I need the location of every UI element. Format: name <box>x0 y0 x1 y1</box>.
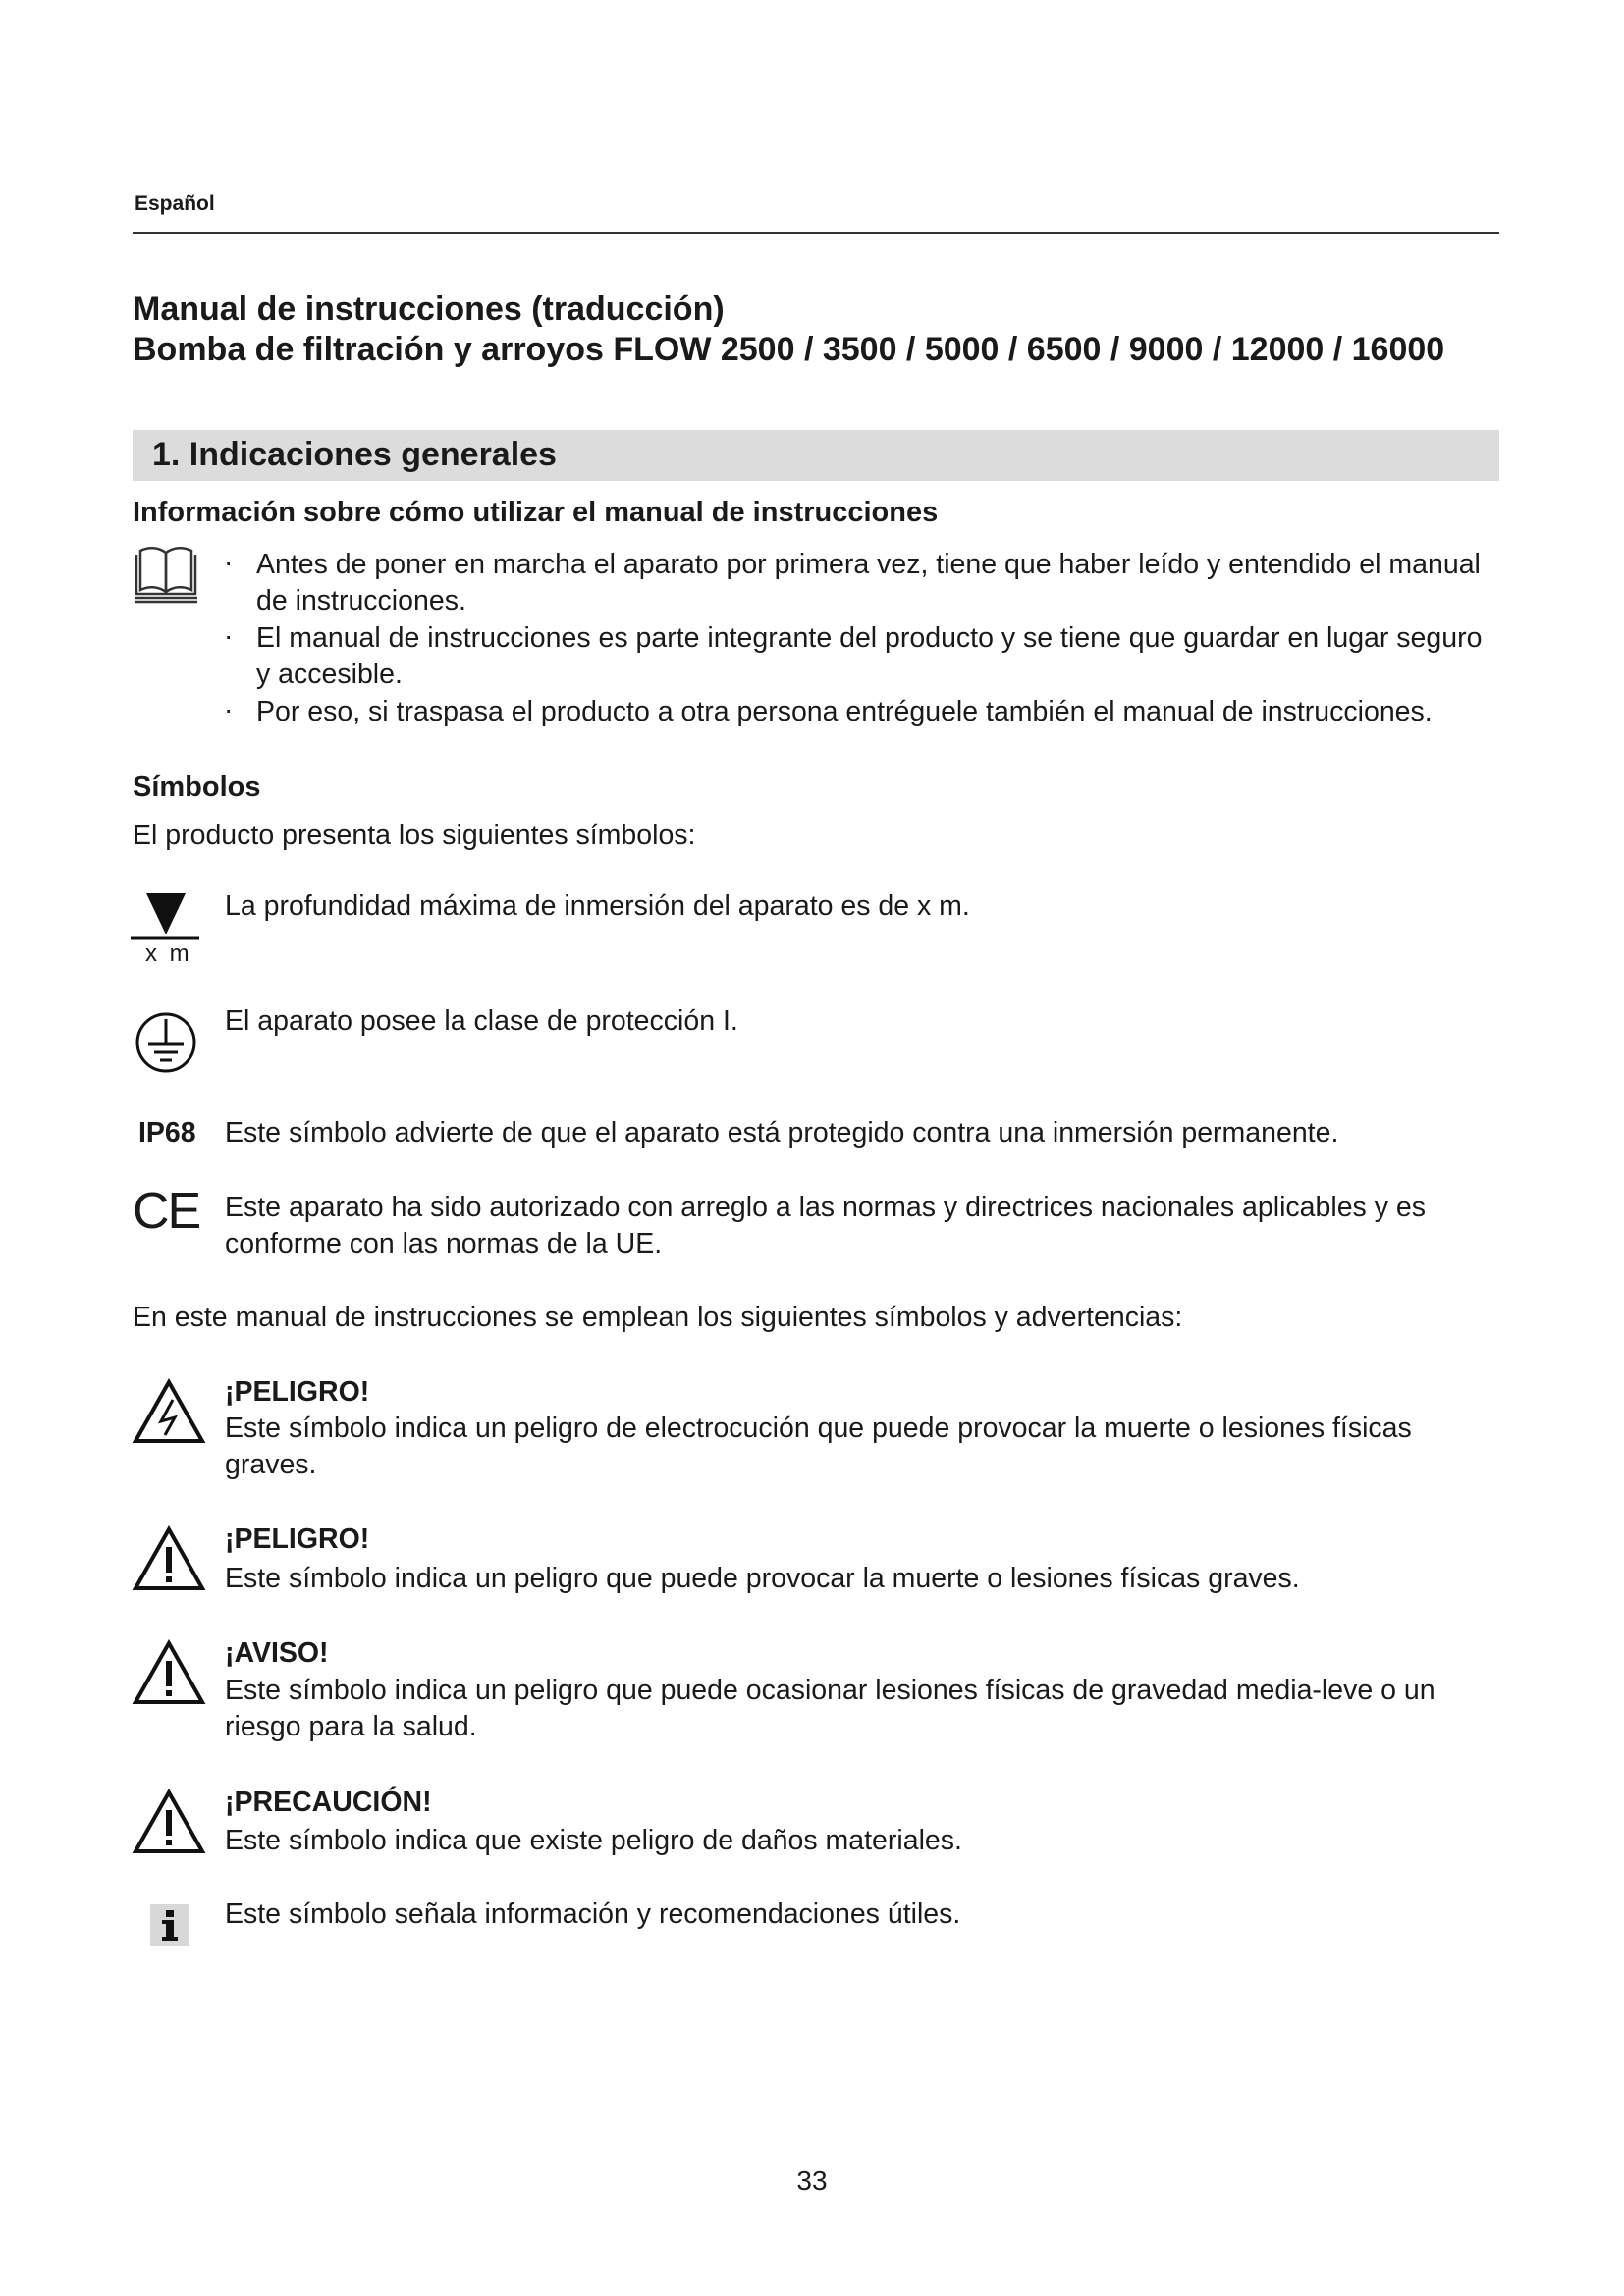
warning-text-line: graves. <box>225 1449 317 1480</box>
ce-mark-icon: CE <box>133 1183 200 1240</box>
list-item <box>256 547 1481 619</box>
warning-triangle-icon <box>132 1789 206 1855</box>
info-text: Este símbolo señala información y recomendaciones útiles. <box>225 1898 961 1930</box>
warning-title: ¡PELIGRO! <box>225 1376 370 1408</box>
warning-text <box>225 1673 1435 1745</box>
depth-label: x m <box>145 940 192 967</box>
warnings-intro: En este manual de instrucciones se emplean los siguientes símbolos y advertencias: <box>133 1302 1183 1333</box>
info-icon <box>150 1904 189 1946</box>
document-subtitle: Bomba de filtración y arroyos FLOW 2500 / 3500 / 5000 / 6500 / 9000 / 12000 / 16000 <box>133 331 1445 368</box>
warning-text: Este símbolo indica un peligro que puede provocar la muerte o lesiones físicas graves. <box>225 1563 1300 1594</box>
ce-text <box>225 1190 1426 1262</box>
warning-title: ¡PRECAUCIÓN! <box>225 1787 432 1818</box>
list-item <box>256 694 1433 730</box>
list-item-line: y accesible. <box>256 659 403 690</box>
info-glyph-icon <box>150 1904 189 1946</box>
ip-rating-label: IP68 <box>138 1117 196 1148</box>
warning-triangle-icon <box>132 1639 206 1706</box>
bullet-dot: · <box>224 620 234 651</box>
warning-text: Este símbolo indica que existe peligro de daños materiales. <box>225 1825 962 1856</box>
page-number: 33 <box>796 2165 828 2196</box>
ip-rating-text: Este símbolo advierte de que el aparato está protegido contra una inmersión permanente. <box>225 1117 1339 1148</box>
depth-icon <box>131 891 199 940</box>
symbols-heading: Símbolos <box>133 772 261 803</box>
list-item-line: El manual de instrucciones es parte integrante del producto y se tiene que guardar en lugar seguro <box>256 622 1483 654</box>
ce-text-line: Este aparato ha sido autorizado con arreglo a las normas y directrices nacionales aplicables y es <box>225 1192 1426 1223</box>
section-heading: 1. Indicaciones generales <box>152 436 557 473</box>
warning-text-line: riesgo para la salud. <box>225 1711 477 1742</box>
ground-text: El aparato posee la clase de protección I. <box>225 1005 738 1037</box>
language-label: Español <box>135 192 215 215</box>
book-icon <box>131 545 201 606</box>
depth-text: La profundidad máxima de inmersión del aparato es de x m. <box>225 890 970 922</box>
list-item-line: de instrucciones. <box>256 585 466 616</box>
ce-text-line: conforme con las normas de la UE. <box>225 1228 663 1259</box>
warning-title: ¡AVISO! <box>225 1637 329 1669</box>
warning-text-line: Este símbolo indica un peligro de electrocución que puede provocar la muerte o lesiones físicas <box>225 1413 1412 1444</box>
warning-text <box>225 1411 1412 1483</box>
electrical-hazard-icon <box>132 1378 206 1445</box>
list-item-line: Por eso, si traspasa el producto a otra persona entréguele también el manual de instrucciones. <box>256 696 1433 727</box>
document-title: Manual de instrucciones (traducción) <box>133 291 725 328</box>
list-item-line: Antes de poner en marcha el aparato por primera vez, tiene que haber leído y entendido el manual <box>256 549 1481 580</box>
warning-text-line: Este símbolo indica un peligro que puede ocasionar lesiones físicas de gravedad media-leve o un <box>225 1675 1435 1706</box>
header-rule <box>133 232 1499 234</box>
warning-triangle-icon <box>132 1525 206 1592</box>
symbols-intro: El producto presenta los siguientes símbolos: <box>133 820 696 851</box>
ground-icon <box>135 1011 197 1074</box>
warning-title: ¡PELIGRO! <box>225 1523 370 1555</box>
manual-info-heading: Información sobre cómo utilizar el manual de instrucciones <box>133 497 939 528</box>
list-item <box>256 620 1482 693</box>
bullet-dot: · <box>224 547 234 577</box>
bullet-dot: · <box>224 694 234 724</box>
